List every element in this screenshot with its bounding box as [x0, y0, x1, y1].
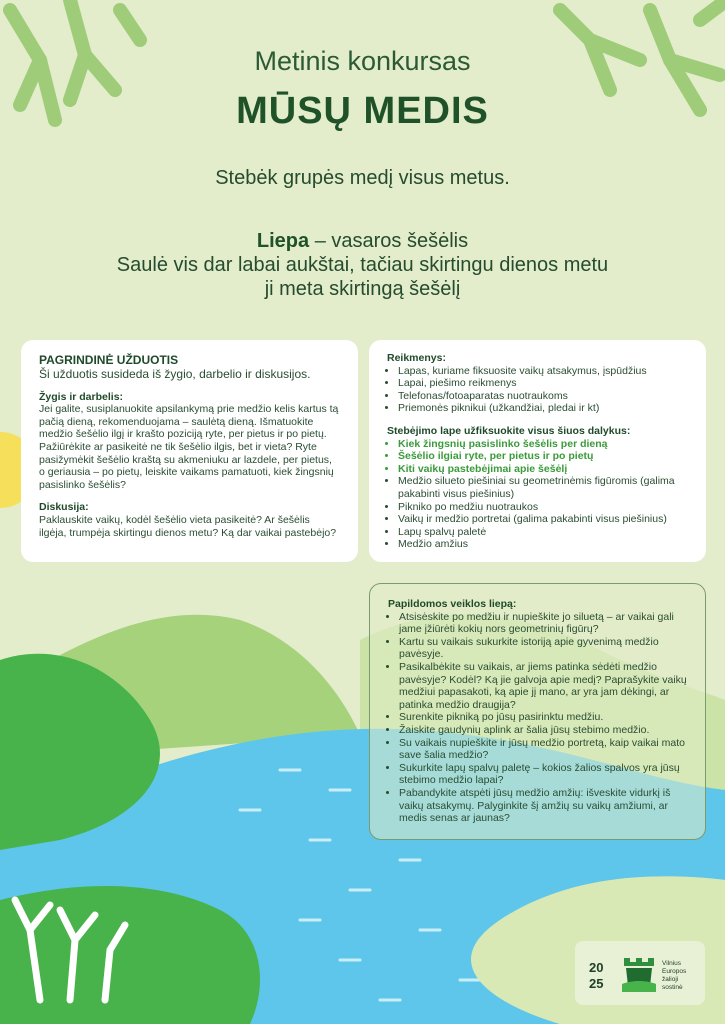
observe-list: [387, 438, 688, 551]
logo-year-bottom: 25: [589, 976, 604, 991]
observe-heading: Stebėjimo lape užfiksuokite visus šiuos dalykus:: [387, 424, 631, 437]
hike-text: Jei galite, susiplanuokite apsilankymą prie medžio kelis kartus tą pačią dieną, rekomenduojama – saulėtą dieną. Išmatuokite medžio šešėlio ilgį ir krašto poziciją ryte, per pietus ir po pietų. Pažiūrėkite ar pasikeitė ne tik šešėlio ilgis, bet ir vieta? Ryte pasižymėkit šešėlio kraštą su akmeniuku ar lazdele, per pietus, o geriausia – po pietų, leiskite vaikams pamatuoti, kiek žingsnių pasislinko šešėlis?: [39, 403, 339, 491]
list-item: • Medžio silueto piešiniai su geometrinėmis figūromis (galima pakabinti visus piešinius): [398, 475, 688, 500]
list-item: • Kiti vaikų pastebėjimai apie šešėlį: [398, 463, 688, 476]
list-item: • Atsisėskite po medžiu ir nupieškite jo siluetą – ar vaikai gali jame įžiūrėti kokių nors geometrinių figūrų?: [399, 611, 687, 636]
logo-line: Vilnius: [662, 960, 682, 967]
list-item: • Lapai, piešimo reikmenys: [398, 377, 688, 390]
list-item: • Kiek žingsnių pasislinko šešėlis per dieną: [398, 438, 688, 451]
month-theme: – vasaros šešėlis: [309, 230, 469, 252]
list-item: • Lapas, kuriame fiksuosite vaikų atsakymus, įspūdžius: [398, 365, 688, 378]
list-item: • Pikniko po medžiu nuotraukos: [398, 501, 688, 514]
main-task-intro: Ši užduotis susideda iš žygio, darbelio ir diskusijos.: [39, 366, 311, 381]
page-subtitle: Stebėk grupės medį visus metus.: [215, 167, 510, 189]
list-item: • Medžio amžius: [398, 538, 688, 551]
hike-heading: Žygis ir darbelis:: [39, 390, 124, 403]
list-item: • Sukurkite lapų spalvų paletę – kokios žalios spalvos yra jūsų stebimo medžio lapai?: [399, 762, 687, 787]
list-item: • Surenkite pikniką po jūsų pasirinktu medžiu.: [399, 711, 687, 724]
list-item: • Žaiskite gaudynių aplink ar šalia jūsų stebimo medžio.: [399, 724, 687, 737]
list-item: • Lapų spalvų paletė: [398, 526, 688, 539]
month-block: [0, 229, 725, 301]
list-item: • Telefonas/fotoaparatas nuotraukoms: [398, 390, 688, 403]
discussion-text: Paklauskite vaikų, kodėl šešėlio vieta pasikeitė? Ar šešėlis ilgėja, trumpėja skirtingu dienos metu? Ką dar vaikai pastebėjo?: [39, 513, 337, 539]
list-item: • Priemonės piknikui (užkandžiai, pledai ir kt): [398, 402, 688, 415]
extra-list: [388, 611, 687, 825]
contest-label: Metinis konkursas: [254, 46, 471, 76]
logo-year: [589, 960, 603, 992]
month-name: Liepa: [256, 230, 310, 252]
extra-activities-card: [369, 583, 706, 840]
month-description-line2: ji meta skirtingą šešėlį: [264, 278, 461, 300]
castle-tower-icon: [620, 954, 658, 994]
list-item: • Pabandykite atspėti jūsų medžio amžių: išveskite vidurkį iš vaikų atsakymų. Palyginkite šį amžių su vaikų amžiumi, ar medis senas ar jaunas?: [399, 787, 687, 825]
list-item: • Kartu su vaikais sukurkite istoriją apie gyvenimą medžio pavėsyje.: [399, 636, 687, 661]
needs-card: [369, 340, 706, 562]
logo-line: žalioji: [662, 976, 679, 983]
main-task-heading: PAGRINDINĖ UŽDUOTIS: [39, 353, 179, 367]
logo-line: Europos: [662, 968, 687, 975]
list-item: • Vaikų ir medžio portretai (galima pakabinti visus piešinius): [398, 513, 688, 526]
page-title: MŪSŲ MEDIS: [236, 90, 489, 132]
main-task-card: [21, 340, 358, 562]
discussion-heading: Diskusija:: [39, 501, 89, 514]
logo-text: [662, 960, 702, 992]
extra-heading: Papildomos veiklos liepą:: [388, 598, 517, 610]
list-item: • Pasikalbėkite su vaikais, ar jiems patinka sėdėti medžio pavėsyje? Kodėl? Ką jie galvoja apie medį? Paprašykite vaikų medžiui papasakoti, ką apie jį mano, ar yra jam dėkingi, ar patinka medžio draugija?: [399, 661, 687, 711]
list-item: • Šešėlio ilgiai ryte, per pietus ir po pietų: [398, 450, 688, 463]
list-item: • Su vaikais nupieškite ir jūsų medžio portretą, kaip vaikai mato save šalia medžio?: [399, 737, 687, 762]
needs-heading: Reikmenys:: [387, 352, 446, 364]
logo-year-top: 20: [589, 960, 604, 975]
needs-list: [387, 365, 688, 415]
logo-line: sostinė: [662, 984, 683, 991]
month-description-line1: Saulė vis dar labai aukštai, tačiau skirtingu dienos metu: [116, 254, 609, 276]
